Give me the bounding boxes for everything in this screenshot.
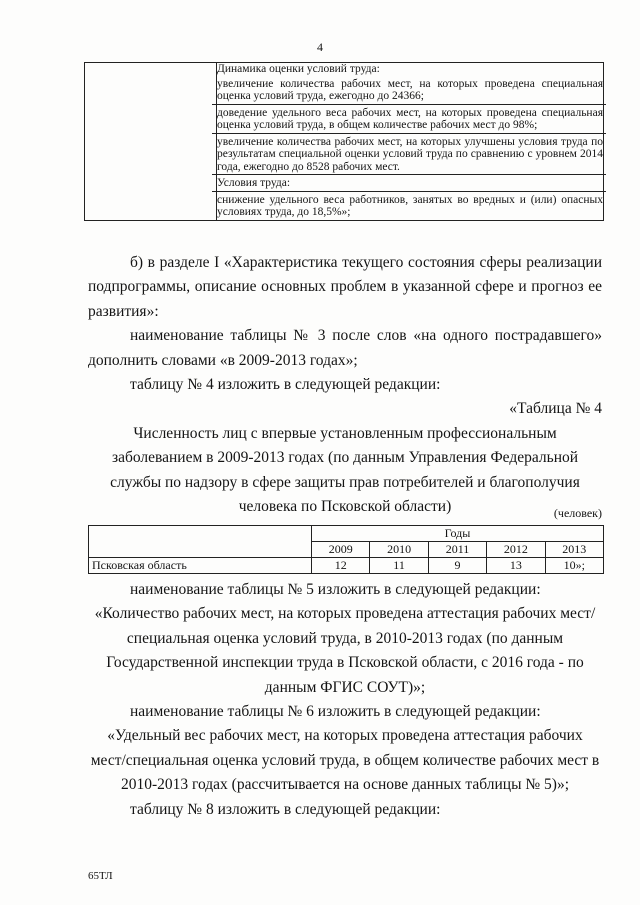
section-text-1 bbox=[88, 251, 602, 519]
table4-value: 12 bbox=[312, 558, 370, 574]
table4-year: 2012 bbox=[487, 542, 545, 558]
targets-table-empty-cell bbox=[85, 63, 217, 221]
table5-title: «Количество рабочих мест, на которых проведена аттестация рабочих мест/специальная оценка условий труда, в 2010-2013 годах (по данным Государственной инспекции труда в Псковской области, с 2016 года - по данным ФГИС СОУТ)»; bbox=[94, 605, 596, 696]
table4-title: Численность лиц с впервые установленным профессиональным заболеванием в 2009-2013 годах (по данным Управления Федеральной службы по надзору в сфере защиты прав потребителей и благополучия человека по Псковской области) bbox=[110, 424, 580, 516]
targets-subheader: Условия труда: bbox=[212, 175, 606, 192]
footer-code: 65ТЛ bbox=[88, 870, 113, 882]
table4-value: 9 bbox=[428, 558, 486, 574]
table6-title: «Удельный вес рабочих мест, на которых проведена аттестация рабочих мест/специальная оценка условий труда, в общем количестве рабочих мест в 2010-2013 годах (рассчитывается на основе данных таблицы № 5)»; bbox=[90, 727, 600, 794]
table4 bbox=[88, 525, 604, 574]
table4-value: 11 bbox=[370, 558, 428, 574]
table4-year: 2013 bbox=[545, 542, 603, 558]
table4-year: 2010 bbox=[370, 542, 428, 558]
table4-units: (человек) bbox=[553, 506, 602, 520]
paragraph-table4-intro: таблицу № 4 изложить в следующей редакции: bbox=[130, 376, 441, 394]
table4-label: «Таблица № 4 bbox=[509, 400, 602, 418]
targets-table bbox=[84, 62, 604, 221]
paragraph-table6-rename: наименование таблицы № 6 изложить в следующей редакции: bbox=[130, 703, 541, 721]
targets-last-item: снижение удельного веса работников, занятых во вредных и (или) опасных условиях труда, до 18,5%»; bbox=[217, 193, 603, 218]
targets-header: Динамика оценки условий труда: bbox=[217, 63, 380, 75]
targets-item: увеличение количества рабочих мест, на которых проведена специальная оценка условий труда, ежегодно до 24366; bbox=[212, 76, 606, 105]
page-number: 4 bbox=[317, 40, 323, 54]
paragraph-b: б) в разделе I «Характеристика текущего состояния сферы реализации подпрограммы, описание основных проблем в указанной сфере и прогноз ее развития»: bbox=[88, 254, 602, 320]
section-text-2 bbox=[88, 578, 602, 822]
table4-row-label: Псковская область bbox=[89, 558, 312, 574]
table4-value: 13 bbox=[487, 558, 545, 574]
targets-item: увеличение количества рабочих мест, на которых улучшены условия труда по результатам специальной оценки условий труда по сравнению с уровнем 2014 года, ежегодно до 8528 рабочих мест. bbox=[212, 134, 606, 176]
table4-years-header: Годы bbox=[312, 526, 604, 542]
paragraph-table3-rename: наименование таблицы № 3 после слов «на одного пострадавшего» дополнить словами «в 2009-2013 годах»; bbox=[88, 327, 602, 369]
table4-value: 10»; bbox=[545, 558, 603, 574]
targets-item: доведение удельного веса рабочих мест, на которых проведена специальная оценка условий труда, в общем количестве рабочих мест до 98%; bbox=[212, 105, 606, 134]
targets-table-content-cell bbox=[217, 63, 604, 221]
paragraph-table5-rename: наименование таблицы № 5 изложить в следующей редакции: bbox=[130, 581, 541, 598]
table4-year: 2009 bbox=[312, 542, 370, 558]
table4-year: 2011 bbox=[428, 542, 486, 558]
table4-corner-cell bbox=[89, 526, 312, 558]
paragraph-table8-intro: таблицу № 8 изложить в следующей редакции: bbox=[130, 800, 441, 818]
